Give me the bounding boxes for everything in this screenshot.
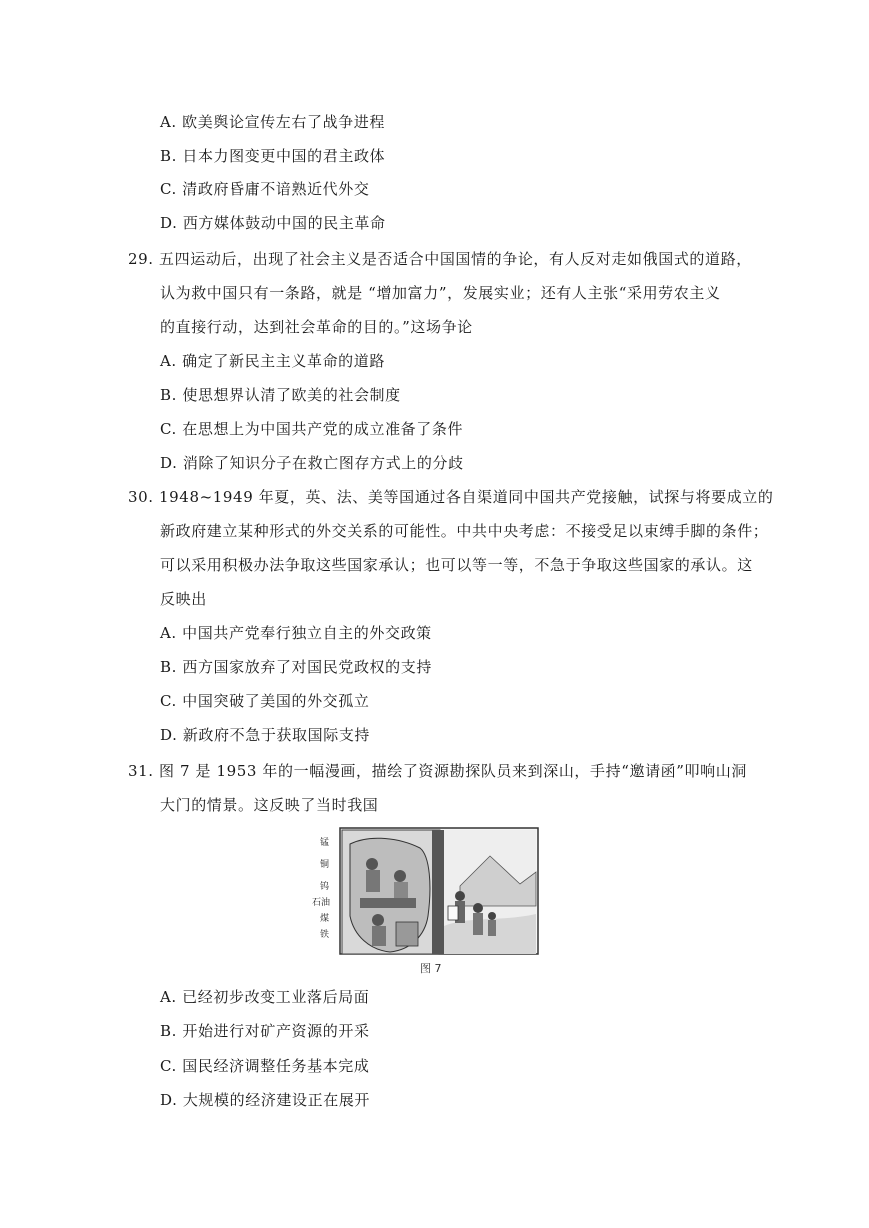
q30-option-d: D. 新政府不急于获取国际支持 xyxy=(160,726,371,744)
q28-option-a: A. 欧美舆论宣传左右了战争进程 xyxy=(160,113,385,131)
q30-option-b: B. 西方国家放弃了对国民党政权的支持 xyxy=(160,658,432,676)
cartoon-illustration xyxy=(320,826,542,962)
q29-stem-line-1: 29. 五四运动后，出现了社会主义是否适合中国国情的争论，有人反对走如俄国式的道路， xyxy=(128,250,752,268)
label-copper: 铜 xyxy=(320,860,330,870)
cartoon-figure xyxy=(312,826,542,978)
q28-option-c: C. 清政府昏庸不谙熟近代外交 xyxy=(160,180,370,198)
q31-option-b: B. 开始进行对矿产资源的开采 xyxy=(160,1022,370,1040)
q30-option-c: C. 中国突破了美国的外交孤立 xyxy=(160,692,370,710)
label-manganese: 锰 xyxy=(320,838,330,848)
q30-stem-line-4: 反映出 xyxy=(160,590,207,608)
label-petroleum: 石油 xyxy=(312,898,331,908)
label-coal: 煤 xyxy=(320,914,330,924)
label-tungsten: 钨 xyxy=(320,882,330,892)
q31-option-a: A. 已经初步改变工业落后局面 xyxy=(160,988,370,1006)
q29-stem-line-3: 的直接行动，达到社会革命的目的。”这场争论 xyxy=(160,318,473,336)
q30-option-a: A. 中国共产党奉行独立自主的外交政策 xyxy=(160,624,432,642)
q31-option-d: D. 大规模的经济建设正在展开 xyxy=(160,1091,371,1109)
q30-stem-line-2: 新政府建立某种形式的外交关系的可能性。中共中央考虑：不接受足以束缚手脚的条件； xyxy=(160,522,769,540)
q29-option-b: B. 使思想界认清了欧美的社会制度 xyxy=(160,386,401,404)
q31-option-c: C. 国民经济调整任务基本完成 xyxy=(160,1057,370,1075)
q28-option-b: B. 日本力图变更中国的君主政体 xyxy=(160,147,386,165)
q28-option-d: D. 西方媒体鼓动中国的民主革命 xyxy=(160,214,386,232)
label-iron: 铁 xyxy=(320,930,330,940)
q30-stem-line-3: 可以采用积极办法争取这些国家承认；也可以等一等，不急于争取这些国家的承认。这 xyxy=(160,556,753,574)
figure-caption: 图 7 xyxy=(420,962,442,975)
q29-stem-line-2: 认为救中国只有一条路，就是 “增加富力”，发展实业；还有人主张“采用劳农主义 xyxy=(160,284,721,302)
q31-stem-line-2: 大门的情景。这反映了当时我国 xyxy=(160,796,379,814)
q29-option-d: D. 消除了知识分子在救亡图存方式上的分歧 xyxy=(160,454,464,472)
q30-stem-line-1: 30. 1948~1949 年夏，英、法、美等国通过各自渠道同中国共产党接触，试探与将要成立的 xyxy=(128,488,774,506)
q31-stem-line-1: 31. 图 7 是 1953 年的一幅漫画，描绘了资源勘探队员来到深山，手持“邀请函”叩响山洞 xyxy=(128,762,747,780)
q29-option-c: C. 在思想上为中国共产党的成立准备了条件 xyxy=(160,420,464,438)
q29-option-a: A. 确定了新民主主义革命的道路 xyxy=(160,352,385,370)
